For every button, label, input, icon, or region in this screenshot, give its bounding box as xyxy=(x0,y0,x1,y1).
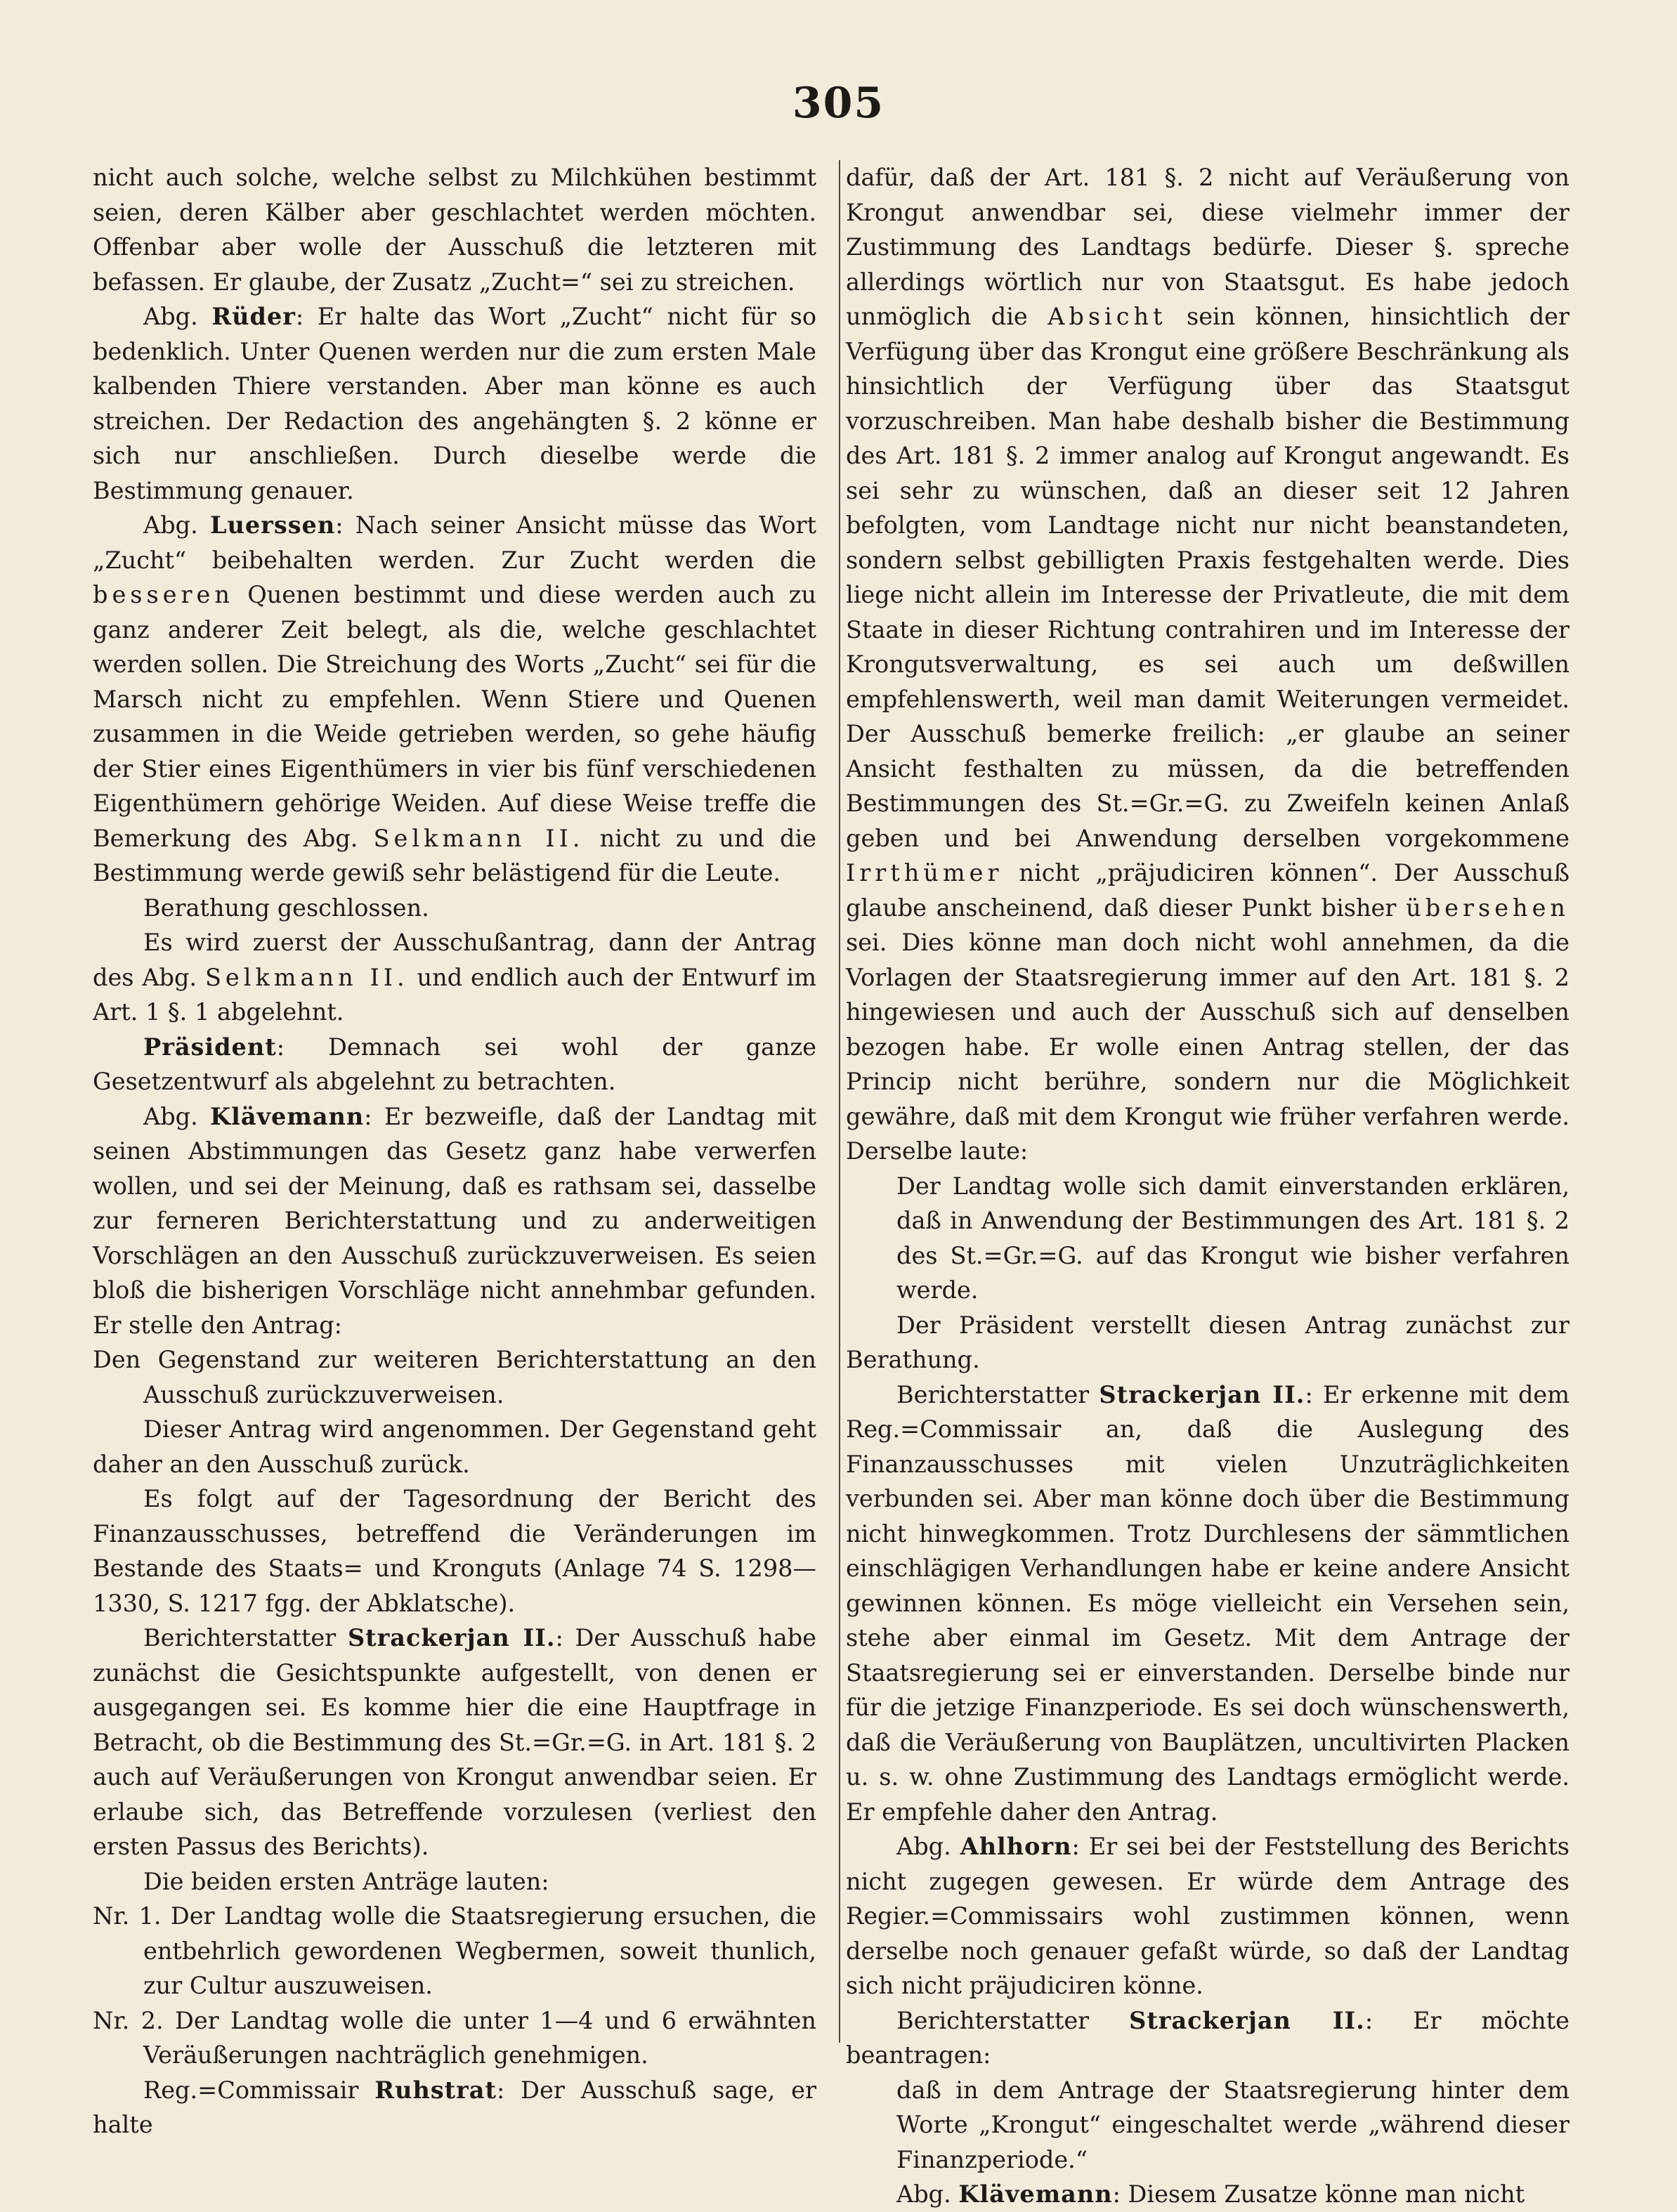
speaker-name: Strackerjan II. xyxy=(1099,1380,1305,1408)
speaker-name: Rüder xyxy=(211,303,296,330)
text-segment: Die beiden ersten Anträge lauten: xyxy=(143,1867,549,1895)
text-segment: nicht auch solche, welche selbst zu Milchkühen bestimmt seien, deren Kälber aber geschlachtet werden möchten. Offenbar aber wolle der Ausschuß die letzteren mit befassen. Er glaube, der Zusatz „Zucht=“ sei zu streichen. xyxy=(93,164,816,296)
paragraph xyxy=(93,1621,816,1864)
text-segment: nicht zu und die Bestimmung werde gewiß sehr belästigend für die Leute. xyxy=(93,824,816,886)
text-segment: sein können, hinsichtlich der Verfügung über das Krongut eine größere Beschränkung als hinsichtlich der Verfügung über das Staatsgut vorzuschreiben. Man habe deshalb bisher die Bestimmung des Art. 181 §. 2 immer analog auf Krongut angewandt. Es sei sehr zu wünschen, daß an dieser seit 12 Jahren befolgten, vom Landtage nicht nur nicht beanstandeten, sondern selbst gebilligten Praxis festgehalten werde. Dies liege nicht allein im Interesse der Privatleute, die mit dem Staate in dieser Richtung contrahiren und im Interesse der Krongutsverwaltung, es sei auch um deßwillen empfehlenswerth, weil man damit Weiterungen vermeidet. Der Ausschuß bemerke freilich: „er glaube an seiner Ansicht festhalten zu müssen, da die betreffenden Bestimmungen des St.=Gr.=G. zu Zweifeln keinen Anlaß geben und bei Anwendung derselben vorgekommene xyxy=(846,303,1570,852)
speaker-name: Ahlhorn xyxy=(960,1833,1072,1860)
text-segment: und endlich auch der Entwurf im Art. 1 §. 1 abgelehnt. xyxy=(93,963,816,1026)
text-segment: Quenen bestimmt und diese werden auch zu ganz anderer Zeit belegt, als die, welche geschlachtet werden sollen. Die Streichung des Worts „Zucht“ sei für die Marsch nicht zu empfehlen. Wenn Stiere und Quenen zusammen in die Weide getrieben werden, so gehe häufig der Stier eines Eigenthümers in vier bis fünf verschiedenen Eigenthümern gehörige Weiden. Auf diese Weise treffe die Bemerkung des Abg. xyxy=(93,581,816,852)
text-segment: Abg. xyxy=(896,2180,959,2208)
text-segment: Abg. xyxy=(143,303,212,330)
paragraph xyxy=(93,1899,816,2003)
emphasized-text: Absicht xyxy=(1048,303,1167,330)
speaker-name: Klävemann xyxy=(210,1102,365,1130)
emphasized-text: Selkmann II. xyxy=(373,824,585,852)
text-segment: : Nach seiner Ansicht müsse das Wort „Zucht“ beibehalten werden. Zur Zucht werden die xyxy=(93,511,816,574)
text-segment: sei. Dies könne man doch nicht wohl annehmen, da die Vorlagen der Staatsregierung immer auf den Art. 181 §. 2 hingewiesen und auch der Ausschuß sich auf denselben bezogen habe. Er wolle einen Antrag stellen, der das Princip nicht berühre, sondern nur die Möglichkeit gewähre, daß mit dem Krongut wie früher verfahren werde. Derselbe laute: xyxy=(846,929,1570,1165)
speaker-name: Ruhstrat xyxy=(374,2076,497,2104)
paragraph xyxy=(93,1412,816,1481)
paragraph xyxy=(93,1099,816,1343)
text-segment: Berichterstatter xyxy=(143,1624,348,1651)
text-segment: : Demnach sei wohl der ganze Gesetzentwurf als abgelehnt zu betrachten. xyxy=(93,1033,816,1095)
paragraph xyxy=(846,1169,1570,1308)
speaker-name: Klävemann xyxy=(958,2180,1113,2208)
paragraph xyxy=(93,299,816,508)
paragraph xyxy=(93,2003,816,2073)
paragraph xyxy=(93,508,816,891)
right-column xyxy=(846,160,1570,2208)
speaker-name: Luerssen xyxy=(209,511,336,539)
text-segment: Berichterstatter xyxy=(896,1380,1099,1408)
paragraph xyxy=(93,1030,816,1099)
text-segment: Berathung geschlossen. xyxy=(143,894,429,922)
emphasized-text: Irrthümer xyxy=(846,859,1003,886)
paragraph xyxy=(846,160,1570,1169)
paragraph xyxy=(93,2073,816,2142)
page-number: 305 xyxy=(792,79,885,128)
text-segment: Nr. 1. Der Landtag wolle die Staatsregierung ersuchen, die entbehrlich gewordenen Wegbermen, soweit thunlich, zur Cultur auszuweisen. xyxy=(93,1902,816,1999)
paragraph xyxy=(846,1377,1570,1830)
paragraph xyxy=(846,2177,1570,2212)
left-column xyxy=(93,160,816,2138)
text-segment: nicht „präjudiciren können“. Der Ausschuß glaube anscheinend, daß dieser Punkt bisher xyxy=(846,859,1570,922)
paragraph xyxy=(93,925,816,1030)
text-segment: dafür, daß der Art. 181 §. 2 nicht auf Veräußerung von Krongut anwendbar sei, diese vielmehr immer der Zustimmung des Landtags bedürfe. Dieser §. spreche allerdings wörtlich nur von Staatsgut. Es habe jedoch unmöglich die xyxy=(846,164,1570,330)
speaker-name: Strackerjan II. xyxy=(347,1624,556,1651)
paragraph xyxy=(93,1481,816,1621)
text-segment: Abg. xyxy=(143,511,210,539)
text-segment: : Er bezweifle, daß der Landtag mit seinen Abstimmungen das Gesetz ganz habe verwerfen wollen, und sei der Meinung, daß es rathsam sei, dasselbe zur ferneren Berichterstattung und zu anderweitigen Vorschlägen an den Ausschuß zurückzuverweisen. Es seien bloß die bisherigen Vorschläge nicht annehmbar gefunden. Er stelle den Antrag: xyxy=(93,1102,816,1339)
text-segment: Berichterstatter xyxy=(896,2006,1130,2034)
emphasized-text: übersehen xyxy=(1406,894,1570,922)
paragraph xyxy=(93,1864,816,1899)
text-segment: Der Präsident verstellt diesen Antrag zunächst zur Berathung. xyxy=(846,1311,1570,1373)
text-segment: Der Landtag wolle sich damit einverstanden erklären, daß in Anwendung der Bestimmungen des Art. 181 §. 2 des St.=Gr.=G. auf das Krongut wie bisher verfahren werde. xyxy=(896,1172,1570,1304)
text-segment: : Er erkenne mit dem Reg.=Commissair an, daß die Auslegung des Finanzausschusses mit vielen Unzuträglichkeiten verbunden sei. Aber man könne doch über die Bestimmung nicht hinwegkommen. Trotz Durchlesens der sämmtlichen einschlägigen Verhandlungen habe er keine andere Ansicht gewinnen können. Es möge vielleicht ein Versehen sein, stehe aber einmal im Gesetz. Mit dem Antrage der Staatsregierung sei er einverstanden. Derselbe binde nur für die jetzige Finanzperiode. Es sei doch wünschenswerth, daß die Veräußerung von Bauplätzen, uncultivirten Placken u. s. w. ohne Zustimmung des Landtags ermöglicht werde. Er empfehle daher den Antrag. xyxy=(846,1380,1570,1826)
text-segment: Reg.=Commissair xyxy=(143,2076,375,2104)
text-segment: Den Gegenstand zur weiteren Berichterstattung an den Ausschuß zurückzuverweisen. xyxy=(93,1346,816,1408)
emphasized-text: Selkmann II. xyxy=(204,963,409,991)
text-segment: : Der Ausschuß sage, er halte xyxy=(93,2076,816,2138)
text-segment: Es folgt auf der Tagesordnung der Bericht des Finanzausschusses, betreffend die Veränderungen im Bestande des Staats= und Kronguts (Anlage 74 S. 1298—1330, S. 1217 fgg. der Abklatsche). xyxy=(93,1485,816,1617)
text-segment: : Er halte das Wort „Zucht“ nicht für so bedenklich. Unter Quenen werden nur die zum ersten Male kalbenden Thiere verstanden. Aber man könne es auch streichen. Der Redaction des angehängten §. 2 könne er sich nur anschließen. Durch dieselbe werde die Bestimmung genauer. xyxy=(93,303,816,504)
text-segment: : Er sei bei der Feststellung des Berichts nicht zugegen gewesen. Er würde dem Antrage des Regier.=Commissairs wohl zustimmen können, wenn derselbe noch genauer gefaßt würde, so daß der Landtag sich nicht präjudiciren könne. xyxy=(846,1833,1570,1999)
paragraph xyxy=(93,160,816,299)
text-segment: Nr. 2. Der Landtag wolle die unter 1—4 und 6 erwähnten Veräußerungen nachträglich genehmigen. xyxy=(93,2006,816,2069)
paragraph xyxy=(846,1308,1570,1377)
text-segment: Es wird zuerst der Ausschußantrag, dann der Antrag des Abg. xyxy=(93,929,816,991)
text-segment: : Der Ausschuß habe zunächst die Gesichtspunkte aufgestellt, von denen er ausgegangen sei. Es komme hier die eine Hauptfrage in Betracht, ob die Bestimmung des St.=Gr.=G. in Art. 181 §. 2 auch auf Veräußerungen von Krongut anwendbar seien. Er erlaube sich, das Betreffende vorzulesen (verliest den ersten Passus des Berichts). xyxy=(93,1624,816,1860)
emphasized-text: besseren xyxy=(93,581,234,608)
paragraph xyxy=(846,1829,1570,2003)
speaker-name: Präsident xyxy=(143,1033,277,1061)
paragraph xyxy=(93,1342,816,1412)
paragraph xyxy=(93,891,816,926)
text-segment: : Diesem Zusatze könne man nicht xyxy=(1112,2180,1525,2208)
text-segment: Abg. xyxy=(896,1833,960,1860)
paragraph xyxy=(846,2073,1570,2178)
text-segment: daß in dem Antrage der Staatsregierung hinter dem Worte „Krongut“ eingeschaltet werde „während dieser Finanzperiode.“ xyxy=(896,2076,1570,2173)
text-segment: Abg. xyxy=(143,1102,211,1130)
speaker-name: Strackerjan II. xyxy=(1129,2006,1365,2034)
text-segment: : Er möchte beantragen: xyxy=(846,2006,1570,2069)
column-divider xyxy=(839,160,840,2043)
text-segment: Dieser Antrag wird angenommen. Der Gegenstand geht daher an den Ausschuß zurück. xyxy=(93,1415,816,1478)
paragraph xyxy=(846,2003,1570,2073)
